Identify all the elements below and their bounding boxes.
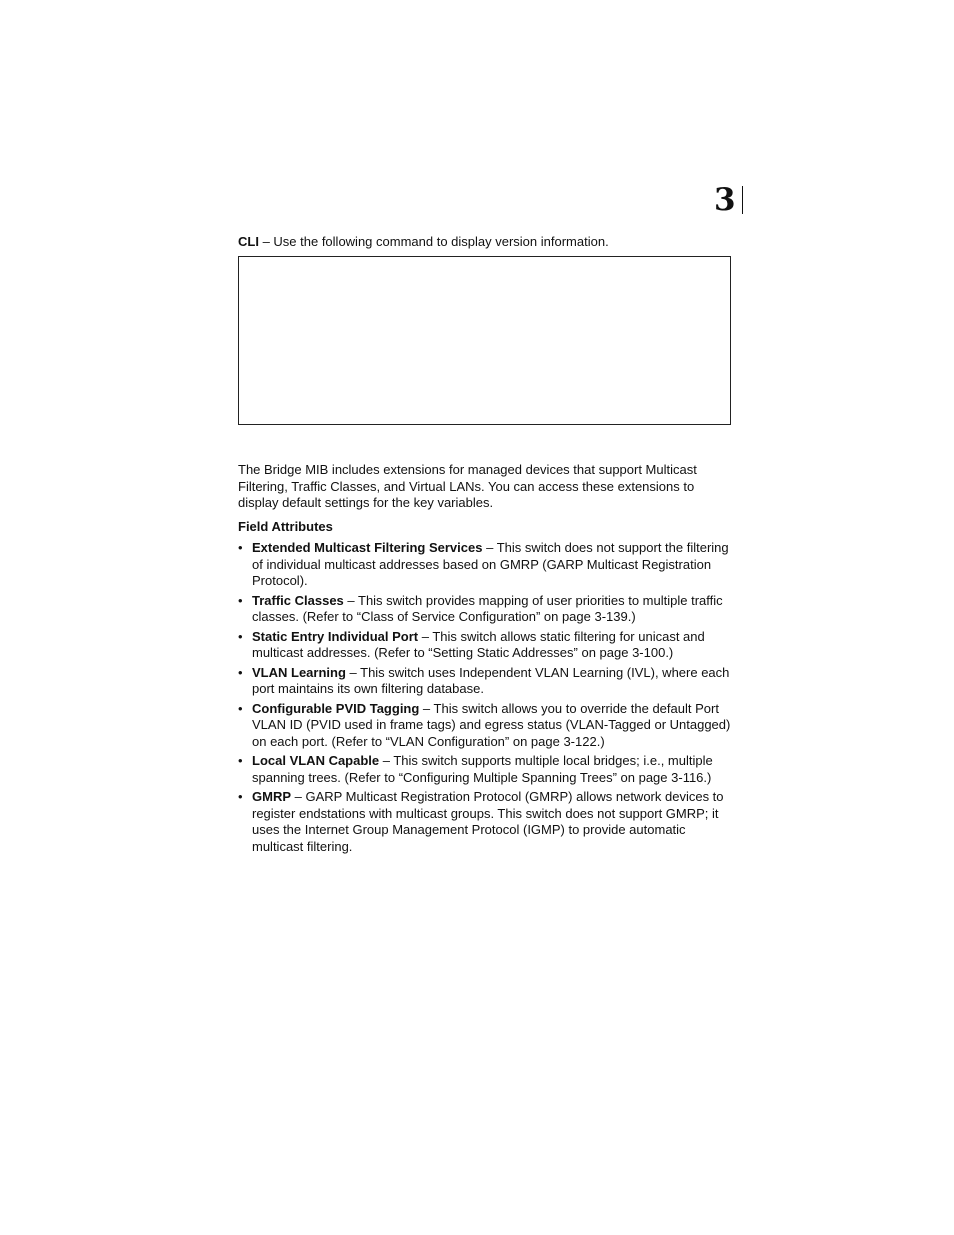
bullet: • [238, 540, 243, 555]
attribute-description: – This switch supports multiple local bridges; i.e., multiple spanning trees. (Refer to “Configuring Multiple Spanning Trees” on page 3-116.) [252, 753, 713, 785]
list-item [238, 789, 732, 855]
attribute-name: Configurable PVID Tagging [252, 700, 420, 716]
attribute-description: – This switch allows static filtering for unicast and multicast addresses. (Refer to “Setting Static Addresses” on page 3-100.) [252, 628, 705, 660]
bullet: • [238, 592, 243, 608]
bullet: • [238, 628, 243, 644]
chapter-marker [714, 182, 743, 218]
list-item [238, 701, 732, 751]
bullet: • [238, 700, 243, 716]
attribute-name: Static Entry Individual Port [252, 628, 419, 644]
chapter-number: 3 [714, 182, 736, 218]
attribute-name: GMRP [252, 789, 291, 804]
list-item [238, 593, 732, 626]
bullet: • [238, 753, 243, 768]
attribute-description: – This switch does not support the filtering of individual multicast addresses based on GMRP (GARP Multicast Registration Protocol). [252, 540, 729, 588]
attribute-description: – This switch provides mapping of user priorities to multiple traffic classes. (Refer to “Class of Service Configuration” on page 3-139.) [252, 592, 723, 624]
field-attributes-list [238, 540, 732, 858]
bullet: • [238, 789, 243, 804]
cli-code-box [238, 256, 731, 425]
cli-intro [238, 234, 732, 251]
list-item [238, 665, 732, 698]
list-item [238, 540, 732, 590]
bullet: • [238, 664, 243, 680]
attribute-name: Traffic Classes [252, 592, 344, 608]
cli-label: CLI [238, 234, 259, 249]
list-item [238, 629, 732, 662]
attribute-name: VLAN Learning [252, 664, 346, 680]
attribute-description: – This switch uses Independent VLAN Learning (IVL), where each port maintains its own filtering database. [252, 664, 730, 696]
list-item [238, 753, 732, 786]
attribute-description: – GARP Multicast Registration Protocol (GMRP) allows network devices to register endstations with multicast groups. This switch does not support GMRP; it uses the Internet Group Management Protocol (IGMP) to provide automatic multicast filtering. [252, 789, 724, 854]
attribute-name: Extended Multicast Filtering Services [252, 540, 483, 555]
cli-description: – Use the following command to display version information. [258, 234, 609, 249]
bridge-mib-intro: The Bridge MIB includes extensions for managed devices that support Multicast Filtering, Traffic Classes, and Virtual LANs. You can access these extensions to display default settings for the key variables. [238, 462, 697, 510]
attribute-name: Local VLAN Capable [252, 753, 380, 768]
field-attributes-heading: Field Attributes [238, 519, 333, 534]
attribute-description: – This switch allows you to override the default Port VLAN ID (PVID used in frame tags) and egress status (VLAN-Tagged or Untagged) on each port. (Refer to “VLAN Configuration” on page 3-122.) [252, 700, 731, 749]
